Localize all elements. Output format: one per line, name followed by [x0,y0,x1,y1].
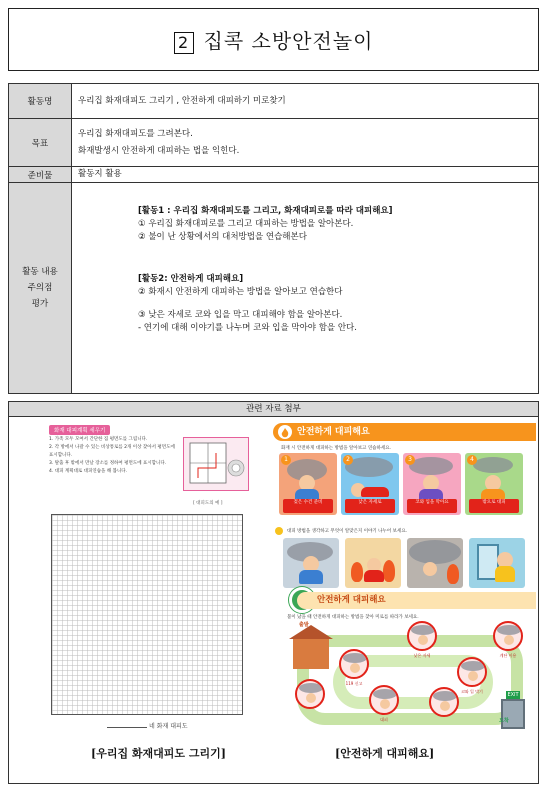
evacuation-plan-worksheet [43,425,253,730]
maze-end-label: 도착 [499,718,509,724]
maze-label: 코와 입 막기 [461,689,483,694]
maze-bubble [493,621,523,651]
right-caption: [안전하게 대피해요] [335,747,435,760]
row-header-activity-name: 활동명 [9,84,72,119]
fire-alert-icon [278,425,292,439]
goal-line-2: 화재발생시 안전하게 대피하는 법을 익힌다. [78,145,240,156]
step-label: 젖은 수건 준비 [283,499,333,513]
maze-bubble [369,685,399,715]
maze-bubble [429,687,459,717]
step-label: 코와 입을 막아요 [407,499,457,513]
header-content: 활동 내용 [22,267,58,277]
materials-text: 활동지 활용 [78,169,122,179]
maze-bubble [339,649,369,679]
step-number: 3 [405,455,415,465]
activity2-note: ③ 낮은 자세로 코와 입을 막고 대피해야 함을 알아본다. [138,310,343,320]
page-title [174,25,374,54]
worksheet-step: 1. 가족 모두 모여서 간단한 집 평면도를 그립니다. [49,437,148,442]
illustration-fire [345,538,401,588]
maze-bubble [407,621,437,651]
bullet-icon [275,527,283,535]
attachments-header: 관련 자료 첨부 [9,402,538,417]
attachments-section [8,401,539,784]
activity-name-text: 우리집 화재대피도 그리기 , 안전하게 대피하기 미로찾기 [78,95,286,106]
worksheet-step: 4. 대피 계획대로 대피연습을 해 봅니다. [49,469,128,474]
left-caption: [우리집 화재대피도 그리기] [91,747,226,760]
activity1-item: ② 불이 난 상황에서의 대처방법을 연습해본다 [138,232,307,242]
step-scene-4 [465,453,523,515]
poster-banner: 안전하게 대피해요 [273,423,536,441]
worksheet-tag: 화재 대피계획 세우기 [49,425,110,435]
poster-banner-2: 안전하게 대피해요 [297,592,536,609]
maze-bubble [457,657,487,687]
step-scene-2 [341,453,399,515]
graph-paper-grid [51,514,243,715]
grid-caption [107,721,188,730]
goal-cell [72,119,539,167]
illustration-smoke [283,538,339,588]
safe-evacuation-poster [273,423,536,733]
grid-caption-text: 네 화재 대피도 [149,723,188,730]
content-cell [72,183,539,394]
maze-label: 낮은 자세 [413,653,431,658]
poster-note: 불이 났을 때 안전하게 대피하는 방법을 찾아 미로를 따라가 보세요. [287,615,419,620]
header-evaluation: 평가 [31,299,49,309]
maze-label: 계단 이용 [499,653,517,658]
title-text: 집콕 소방안전놀이 [203,29,374,53]
step-label: 밖으로 대피 [469,499,519,513]
table-row [9,183,539,394]
activity2-title: [활동2: 안전하게 대피해요] [138,274,244,284]
table-row [9,119,539,167]
step-scene-1 [279,453,337,515]
activity1-title: [활동1 : 우리집 화재대피도를 그리고, 화재대피로를 따라 대피해요] [138,206,393,216]
activity-name-cell [72,84,539,119]
activity-plan-table [8,83,539,394]
title-box [8,8,539,71]
poster-note: 대피 방법을 생각하고 무엇이 알맞은지 이야기 나누어 보세요. [287,529,408,534]
table-row [9,167,539,183]
step-number: 1 [281,455,291,465]
activity2-note: - 연기에 대해 이야기를 나누며 코와 입을 막아야 함을 안다. [138,323,357,333]
example-floorplan-image [183,437,249,491]
worksheet-step: 2. 각 방에서 나갈 수 있는 비상통로를 2개 이상 찾아서 평면도에 표시합니다. [49,445,175,458]
materials-cell [72,167,539,183]
step-number: 4 [467,455,477,465]
header-caution: 주의점 [27,283,53,293]
table-row [9,84,539,119]
maze-start-label: 출발 [299,622,309,628]
illustration-hallway [407,538,463,588]
step-label: 낮은 자세로 [345,499,395,513]
illustration-window [469,538,525,588]
row-header-content [9,183,72,394]
worksheet-step: 3. 탈출 후 밖에서 만날 장소를 정하여 평면도에 표시합니다. [49,461,167,466]
step-number: 2 [343,455,353,465]
poster-note: 화재 시 안전하게 대피하는 방법을 알아보고 연습하세요. [281,446,391,451]
row-header-materials: 준비물 [9,167,72,183]
goal-line-1: 우리집 화재대피도를 그려본다. [78,128,193,139]
exit-door-icon [501,692,525,729]
title-number: 2 [174,32,194,54]
house-icon [293,639,329,669]
step-scene-3 [403,453,461,515]
activity2-item: ② 화재시 안전하게 대피하는 방법을 알아보고 연습한다 [138,287,343,297]
row-header-goal: 목표 [9,119,72,167]
maze-bubble [295,679,325,709]
exit-sign: EXIT [507,692,519,698]
example-caption: [ 대피도의 예 ] [193,501,223,506]
maze-label: 대피 [380,717,388,722]
activity1-item: ① 우리집 화재대피로를 그리고 대피하는 방법을 알아본다. [138,219,354,229]
worksheet-steps [49,436,179,476]
maze-label: 119 신고 [345,681,363,686]
